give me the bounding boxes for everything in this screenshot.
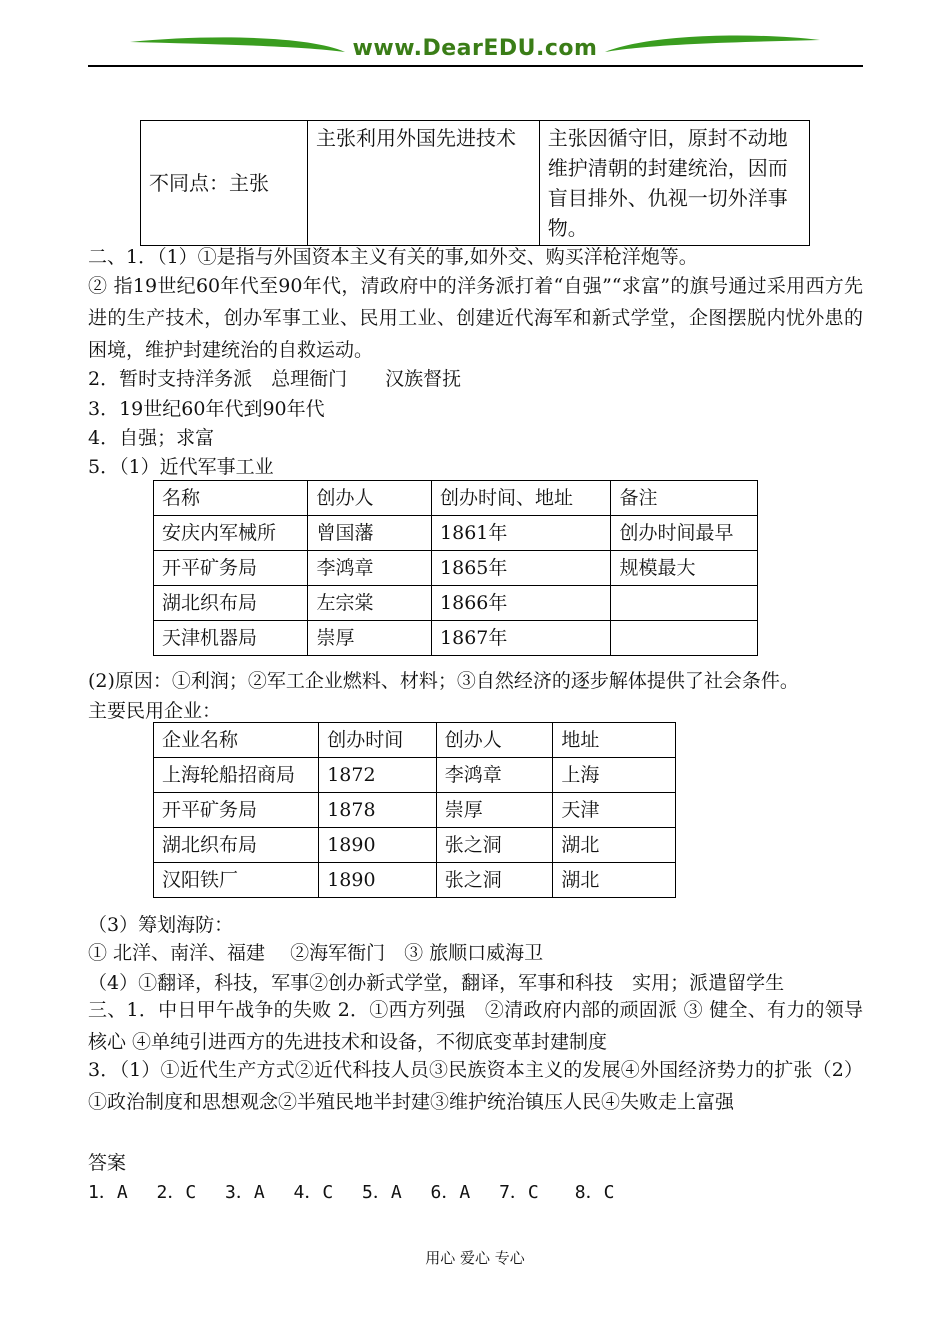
table-row [154, 621, 758, 656]
table-cell: 张之洞 [436, 863, 553, 898]
table-header-row [154, 723, 676, 758]
table-header-cell: 名称 [154, 481, 308, 516]
answer-paragraph: ② 指19世纪60年代至90年代，清政府中的洋务派打着“自强”“求富”的旗号通过采用西方先进的生产技术，创办军事工业、民用工业、创建近代海军和新式学堂，企图摆脱内忧外患的困境，维护封建统治的自救运动。 [88, 275, 863, 361]
table-cell: 创办时间最早 [611, 516, 758, 551]
table-cell: 1867年 [432, 621, 611, 656]
table-cell: 上海轮船招商局 [154, 758, 319, 793]
table-row [154, 863, 676, 898]
table-cell: 李鸿章 [436, 758, 553, 793]
table-cell: 崇厚 [436, 793, 553, 828]
table-cell: 湖北 [553, 863, 676, 898]
table-cell: 李鸿章 [308, 551, 432, 586]
table-header-cell: 创办时间 [319, 723, 437, 758]
table-cell: 天津 [553, 793, 676, 828]
table-cell [611, 621, 758, 656]
table-cell: 1866年 [432, 586, 611, 621]
table-cell: 湖北织布局 [154, 828, 319, 863]
table-row [154, 551, 758, 586]
header-rule [88, 65, 863, 67]
table-header-cell: 备注 [611, 481, 758, 516]
table-header-cell: 企业名称 [154, 723, 319, 758]
table-cell: 上海 [553, 758, 676, 793]
table-cell: 主张因循守旧，原封不动地维护清朝的封建统治，因而盲目排外、仇视一切外洋事物。 [539, 121, 809, 246]
table-row [154, 758, 676, 793]
answer-line: 3．19世纪60年代到90年代 [88, 398, 325, 420]
civil-enterprise-table [153, 722, 676, 898]
table-cell: 1872 [319, 758, 437, 793]
table-row [154, 516, 758, 551]
table-header-cell: 创办人 [308, 481, 432, 516]
table-row [141, 121, 810, 246]
answer-line: （4）①翻译，科技，军事②创办新式学堂，翻译，军事和科技 实用；派遣留学生 [88, 972, 785, 994]
table-row [154, 793, 676, 828]
table-cell: 开平矿务局 [154, 551, 308, 586]
answer-line: 2．暂时支持洋务派 总理衙门 汉族督抚 [88, 368, 462, 390]
table-row [154, 828, 676, 863]
table-cell: 开平矿务局 [154, 793, 319, 828]
answer-line: 4．自强；求富 [88, 427, 215, 449]
table-cell: 张之洞 [436, 828, 553, 863]
table-cell: 不同点：主张 [141, 121, 308, 246]
answer-line: 二、1．（1）①是指与外国资本主义有关的事,如外交、购买洋枪洋炮等。 [88, 246, 698, 268]
table-cell: 1890 [319, 863, 437, 898]
page-footer: 用心 爱心 专心 [425, 1249, 525, 1267]
military-industry-table [153, 480, 758, 656]
answer-paragraph: 3．（1）①近代生产方式②近代科技人员③民族资本主义的发展④外国经济势力的扩张（2）①政治制度和思想观念②半殖民地半封建③维护统治镇压人民④失败走上富强 [88, 1059, 863, 1113]
table-header-cell: 创办时间、地址 [432, 481, 611, 516]
table-cell: 曾国藩 [308, 516, 432, 551]
table-cell: 天津机器局 [154, 621, 308, 656]
table-cell: 左宗棠 [308, 586, 432, 621]
answer-line: 主要民用企业： [88, 700, 222, 722]
table-cell: 1861年 [432, 516, 611, 551]
table-cell: 湖北 [553, 828, 676, 863]
answer-paragraph: 三、1．中日甲午战争的失败 2．①西方列强 ②清政府内部的顽固派 ③ 健全、有力的领导核心 ④单纯引进西方的先进技术和设备，不彻底变革封建制度 [88, 999, 863, 1053]
answer-key-line: 1．A 2．C 3．A 4．C 5．A 6．A 7．C 8．C [88, 1182, 615, 1203]
site-logo[interactable]: www.DearEDU.com [352, 36, 598, 61]
table-header-row [154, 481, 758, 516]
answer-line: ① 北洋、南洋、福建 ②海军衙门 ③ 旅顺口威海卫 [88, 942, 544, 964]
table-cell: 1878 [319, 793, 437, 828]
table-cell: 1890 [319, 828, 437, 863]
comparison-table [140, 120, 810, 246]
answer-line: (2)原因：①利润；②军工企业燃料、材料；③自然经济的逐步解体提供了社会条件。 [88, 670, 799, 692]
table-cell: 规模最大 [611, 551, 758, 586]
answer-line: （3）筹划海防： [88, 914, 234, 936]
table-cell: 1865年 [432, 551, 611, 586]
table-cell: 湖北织布局 [154, 586, 308, 621]
table-cell: 崇厚 [308, 621, 432, 656]
answer-heading: 答案 [88, 1152, 127, 1174]
table-cell: 安庆内军械所 [154, 516, 308, 551]
table-cell: 主张利用外国先进技术 [307, 121, 539, 246]
table-header-cell: 地址 [553, 723, 676, 758]
table-header-cell: 创办人 [436, 723, 553, 758]
table-cell [611, 586, 758, 621]
answer-line: 5．（1）近代军事工业 [88, 456, 274, 478]
table-cell: 汉阳铁厂 [154, 863, 319, 898]
table-row [154, 586, 758, 621]
